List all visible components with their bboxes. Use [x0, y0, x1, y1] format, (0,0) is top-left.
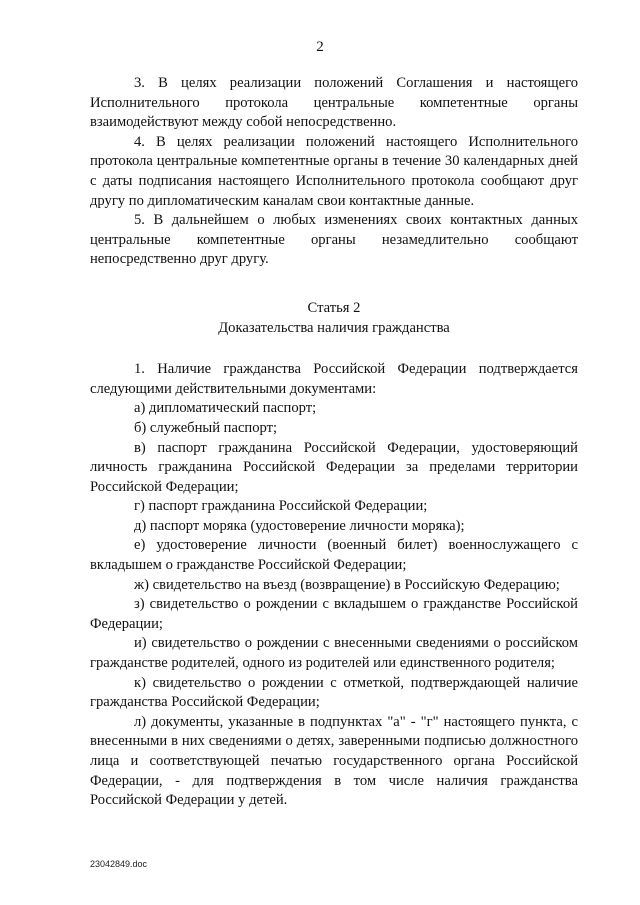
article-title: Доказательства наличия гражданства [218, 319, 450, 336]
list-item-g: г) паспорт гражданина Российской Федерации; [134, 498, 428, 515]
paragraph-3: 3. В целях реализации положений Соглашения и настоящего Исполнительного протокола центральные компетентные органы взаимодействуют между собой непосредственно. [90, 75, 578, 131]
list-item-a: а) дипломатический паспорт; [134, 400, 317, 417]
list-item-d: д) паспорт моряка (удостоверение личности моряка); [134, 517, 465, 534]
list-item-v: в) паспорт гражданина Российской Федерации, удостоверяющий личность гражданина Российской Федерации за пределами территории Российской Федерации; [90, 439, 578, 495]
list-item-l: л) документы, указанные в подпунктах "а" - "г" настоящего пункта, с внесенными в них сведениями о детях, заверенными подписью должностного лица и соответствующей печатью государственного органа Российской Федерации, - для подтверждения в том числе наличия гражданства Российской Федерации у детей. [90, 713, 578, 809]
list-item-k: к) свидетельство о рождении с отметкой, подтверждающей наличие гражданства Российской Федерации; [90, 674, 578, 711]
list-item-z: з) свидетельство о рождении с вкладышем о гражданстве Российской Федерации; [90, 596, 578, 632]
document-body [90, 74, 578, 811]
list-item-i: и) свидетельство о рождении с внесенными сведениями о российском гражданстве родителей, одного из родителей или единственного родителя; [90, 635, 578, 672]
list-item-e: е) удостоверение личности (военный билет) военнослужащего с вкладышем о гражданстве Российской Федерации; [90, 537, 578, 574]
file-name-footer: 23042849.doc [90, 859, 148, 869]
list-item-zh: ж) свидетельство на въезд (возвращение) в Российскую Федерацию; [134, 576, 560, 593]
article-paragraph-1: 1. Наличие гражданства Российской Федерации подтверждается следующими действительными документами: [90, 361, 578, 397]
page-number: 2 [316, 39, 324, 55]
paragraph-4: 4. В целях реализации положений настоящего Исполнительного протокола центральные компетентные органы в течение 30 календарных дней с даты подписания настоящего Исполнительного протокола сообщают друг другу по дипломатическим каналам свои контактные данные. [90, 133, 578, 209]
list-item-b: б) служебный паспорт; [134, 419, 278, 436]
article-number: Статья 2 [307, 299, 361, 316]
paragraph-5: 5. В дальнейшем о любых изменениях своих контактных данных центральные компетентные органы незамедлительно сообщают непосредственно друг другу. [90, 212, 578, 268]
